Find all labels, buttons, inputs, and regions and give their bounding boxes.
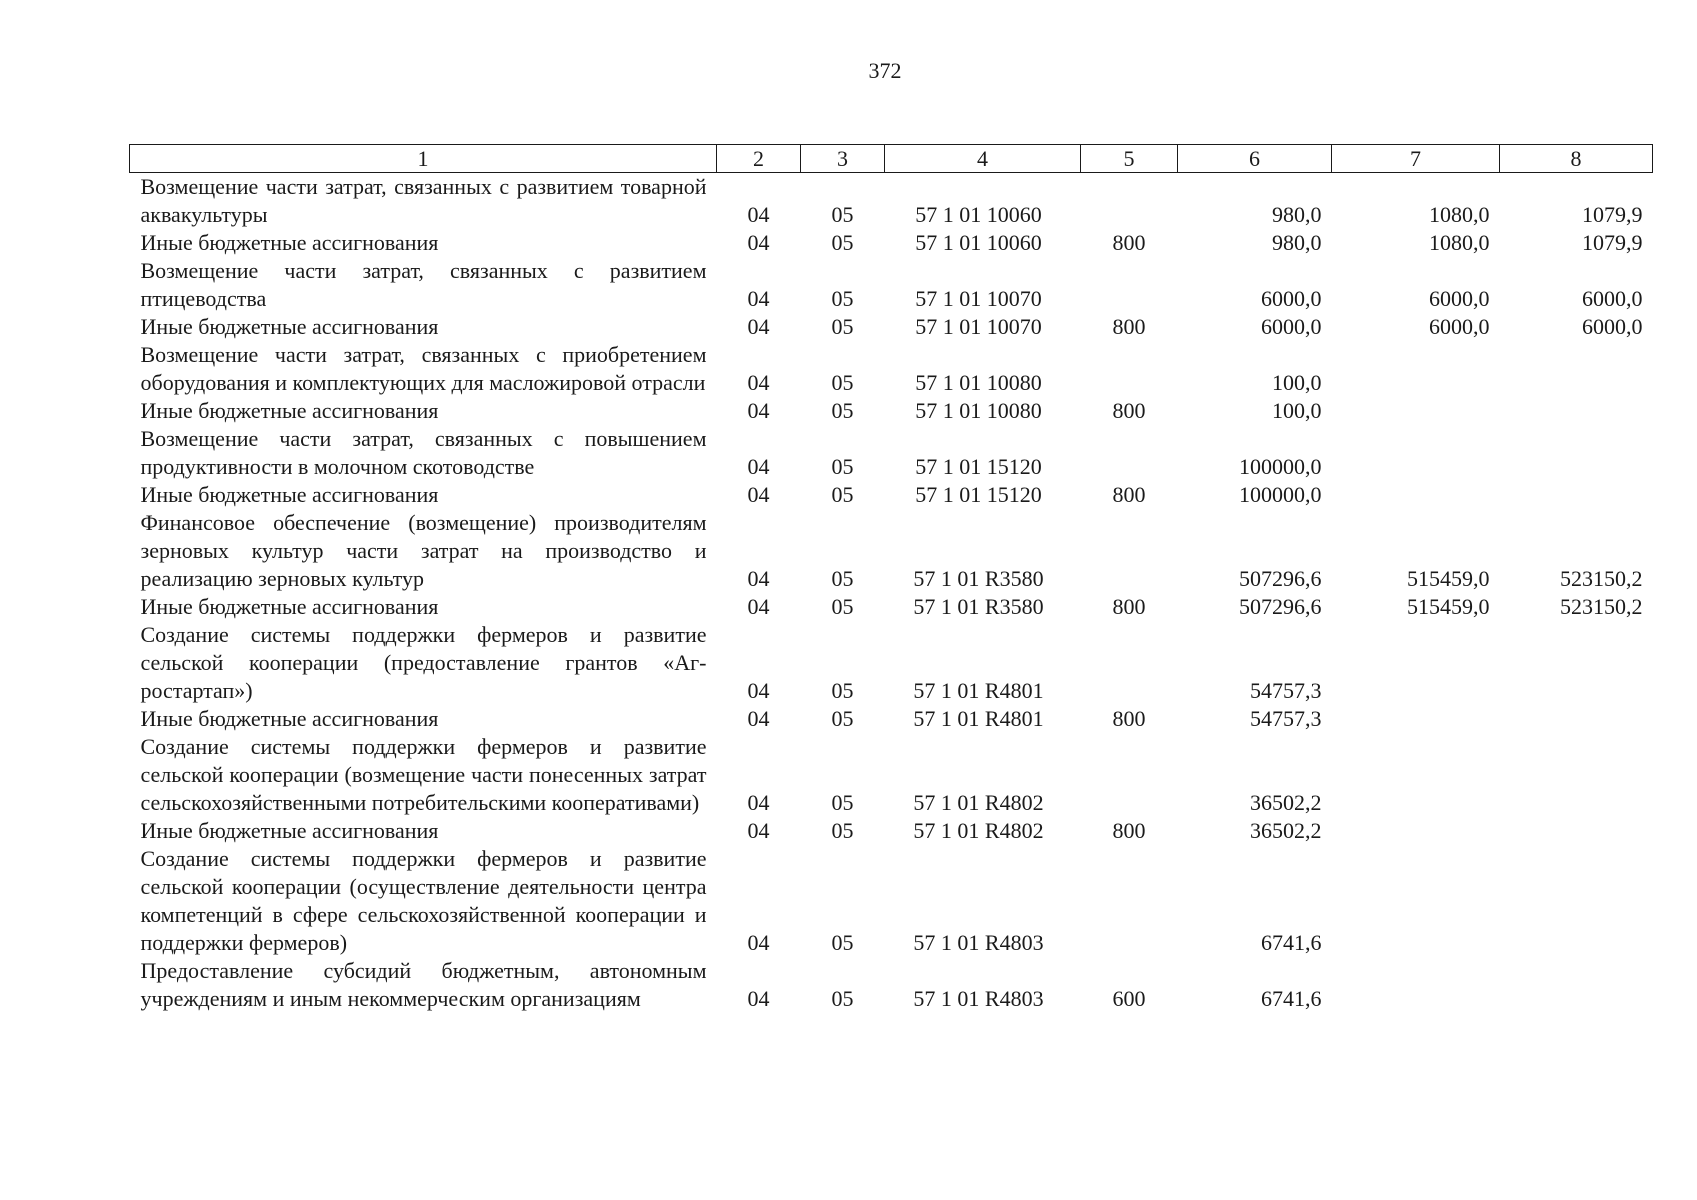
header-col-3: 3	[801, 145, 885, 173]
amount-col-8	[1500, 425, 1653, 481]
expense-type-code: 800	[1112, 482, 1146, 507]
subsection-code: 05	[831, 566, 854, 591]
item-name: Возмещение части затрат, связанных с повышением продуктивности в молочном скотоводстве	[140, 426, 707, 479]
expense-type-code	[1081, 733, 1178, 817]
amount-col-7: 6000,0	[1429, 314, 1490, 339]
amount-col-7	[1332, 621, 1500, 705]
expense-type-code: 800	[1112, 818, 1146, 843]
section-code: 04	[747, 314, 770, 339]
item-name: Иные бюджетные ассигнования	[140, 314, 439, 339]
table-row	[130, 173, 1653, 230]
subsection-code: 05	[831, 482, 854, 507]
target-article-code: 57 1 01 R4801	[913, 678, 1044, 703]
item-name: Иные бюджетные ассигнования	[140, 398, 439, 423]
table-row	[130, 957, 1653, 1013]
subsection-code: 05	[831, 230, 854, 255]
target-article-code: 57 1 01 15120	[915, 482, 1042, 507]
target-article-code: 57 1 01 R4803	[913, 930, 1044, 955]
amount-col-6: 507296,6	[1239, 594, 1322, 619]
table-row	[130, 733, 1653, 817]
header-col-6: 6	[1178, 145, 1332, 173]
amount-col-6: 36502,2	[1250, 790, 1322, 815]
item-name: Создание системы поддержки фермеров и развитие сельской кооперации (осуществление деятельности центра компетенций в сфере сельскохозяйственной кооперации и поддержки фермеров)	[140, 846, 707, 955]
amount-col-6: 6741,6	[1261, 986, 1322, 1011]
item-name: Возмещение части затрат, связанных с развитием товарной аквакультуры	[140, 174, 707, 227]
amount-col-7: 515459,0	[1407, 566, 1490, 591]
amount-col-8	[1500, 705, 1653, 733]
table-row	[130, 341, 1653, 397]
amount-col-8	[1500, 621, 1653, 705]
amount-col-8: 1079,9	[1582, 230, 1643, 255]
budget-table	[129, 144, 1653, 1013]
amount-col-6: 980,0	[1272, 202, 1322, 227]
amount-col-8: 6000,0	[1582, 286, 1643, 311]
amount-col-6: 507296,6	[1239, 566, 1322, 591]
amount-col-7	[1332, 705, 1500, 733]
section-code: 04	[747, 370, 770, 395]
amount-col-8	[1500, 397, 1653, 425]
item-name: Иные бюджетные ассигнования	[140, 818, 439, 843]
amount-col-8	[1500, 481, 1653, 509]
target-article-code: 57 1 01 15120	[915, 454, 1042, 479]
target-article-code: 57 1 01 10060	[915, 230, 1042, 255]
section-code: 04	[747, 202, 770, 227]
amount-col-6: 6741,6	[1261, 930, 1322, 955]
amount-col-8: 6000,0	[1582, 314, 1643, 339]
subsection-code: 05	[831, 370, 854, 395]
header-col-4: 4	[885, 145, 1081, 173]
expense-type-code	[1081, 341, 1178, 397]
amount-col-8	[1500, 817, 1653, 845]
section-code: 04	[747, 790, 770, 815]
expense-type-code	[1081, 173, 1178, 230]
table-row	[130, 313, 1653, 341]
subsection-code: 05	[831, 398, 854, 423]
expense-type-code	[1081, 621, 1178, 705]
target-article-code: 57 1 01 R4802	[913, 818, 1044, 843]
amount-col-8: 523150,2	[1560, 594, 1643, 619]
section-code: 04	[747, 286, 770, 311]
amount-col-8	[1500, 341, 1653, 397]
target-article-code: 57 1 01 R3580	[913, 566, 1044, 591]
amount-col-7	[1332, 957, 1500, 1013]
target-article-code: 57 1 01 10080	[915, 370, 1042, 395]
subsection-code: 05	[831, 790, 854, 815]
header-col-8: 8	[1500, 145, 1653, 173]
item-name: Иные бюджетные ассигнования	[140, 230, 439, 255]
expense-type-code: 600	[1112, 986, 1146, 1011]
amount-col-8	[1500, 957, 1653, 1013]
target-article-code: 57 1 01 10070	[915, 286, 1042, 311]
amount-col-7	[1332, 845, 1500, 957]
subsection-code: 05	[831, 202, 854, 227]
table-row	[130, 481, 1653, 509]
amount-col-6: 6000,0	[1261, 314, 1322, 339]
target-article-code: 57 1 01 R3580	[913, 594, 1044, 619]
table-row	[130, 509, 1653, 593]
table-row	[130, 845, 1653, 957]
expense-type-code: 800	[1112, 398, 1146, 423]
target-article-code: 57 1 01 R4803	[913, 986, 1044, 1011]
section-code: 04	[747, 986, 770, 1011]
section-code: 04	[747, 230, 770, 255]
table-row	[130, 817, 1653, 845]
expense-type-code	[1081, 845, 1178, 957]
target-article-code: 57 1 01 R4802	[913, 790, 1044, 815]
amount-col-8	[1500, 733, 1653, 817]
section-code: 04	[747, 482, 770, 507]
target-article-code: 57 1 01 10060	[915, 202, 1042, 227]
item-name: Финансовое обеспечение (возмещение) производителям зерновых культур части затрат на производство и реализацию зерновых культур	[140, 510, 707, 591]
amount-col-6: 54757,3	[1250, 706, 1322, 731]
expense-type-code: 800	[1112, 314, 1146, 339]
section-code: 04	[747, 454, 770, 479]
amount-col-7	[1332, 733, 1500, 817]
header-col-2: 2	[717, 145, 801, 173]
subsection-code: 05	[831, 986, 854, 1011]
header-col-7: 7	[1332, 145, 1500, 173]
amount-col-7: 1080,0	[1429, 230, 1490, 255]
amount-col-7: 515459,0	[1407, 594, 1490, 619]
header-row	[130, 145, 1653, 173]
section-code: 04	[747, 678, 770, 703]
amount-col-7: 1080,0	[1429, 202, 1490, 227]
expense-type-code	[1081, 425, 1178, 481]
section-code: 04	[747, 706, 770, 731]
amount-col-6: 54757,3	[1250, 678, 1322, 703]
amount-col-7	[1332, 425, 1500, 481]
amount-col-6: 36502,2	[1250, 818, 1322, 843]
section-code: 04	[747, 930, 770, 955]
subsection-code: 05	[831, 454, 854, 479]
item-name: Предоставление субсидий бюджетным, автономным учреждениям и иным некоммерческим организациям	[140, 958, 707, 1011]
amount-col-6: 980,0	[1272, 230, 1322, 255]
header-col-5: 5	[1081, 145, 1178, 173]
amount-col-8: 1079,9	[1582, 202, 1643, 227]
amount-col-8: 523150,2	[1560, 566, 1643, 591]
table-row	[130, 397, 1653, 425]
section-code: 04	[747, 818, 770, 843]
subsection-code: 05	[831, 930, 854, 955]
item-name: Иные бюджетные ассигнования	[140, 482, 439, 507]
table-row	[130, 425, 1653, 481]
table-row	[130, 257, 1653, 313]
page-number: 372	[868, 58, 902, 83]
subsection-code: 05	[831, 314, 854, 339]
table-row	[130, 593, 1653, 621]
amount-col-7	[1332, 397, 1500, 425]
amount-col-6: 100000,0	[1239, 454, 1322, 479]
table-row	[130, 621, 1653, 705]
amount-col-7: 6000,0	[1429, 286, 1490, 311]
expense-type-code	[1081, 509, 1178, 593]
item-name: Создание системы поддержки фермеров и развитие сельской кооперации (предоставление грантов «Агростартап»)	[140, 622, 707, 703]
section-code: 04	[747, 566, 770, 591]
item-name: Возмещение части затрат, связанных с развитием птицеводства	[140, 258, 707, 311]
amount-col-6: 100,0	[1272, 398, 1322, 423]
expense-type-code: 800	[1112, 594, 1146, 619]
target-article-code: 57 1 01 10070	[915, 314, 1042, 339]
item-name: Иные бюджетные ассигнования	[140, 706, 439, 731]
amount-col-7	[1332, 817, 1500, 845]
amount-col-6: 100000,0	[1239, 482, 1322, 507]
table-row	[130, 705, 1653, 733]
amount-col-7	[1332, 341, 1500, 397]
header-col-1: 1	[130, 145, 717, 173]
amount-col-8	[1500, 845, 1653, 957]
section-code: 04	[747, 398, 770, 423]
expense-type-code: 800	[1112, 706, 1146, 731]
amount-col-6: 6000,0	[1261, 286, 1322, 311]
item-name: Возмещение части затрат, связанных с приобретением оборудования и комплектующих для масложировой отрасли	[140, 342, 707, 395]
expense-type-code: 800	[1112, 230, 1146, 255]
table-body	[130, 173, 1653, 1014]
section-code: 04	[747, 594, 770, 619]
subsection-code: 05	[831, 594, 854, 619]
expense-type-code	[1081, 257, 1178, 313]
item-name: Создание системы поддержки фермеров и развитие сельской кооперации (возмещение части понесенных затрат сельскохозяйственными потребительскими кооперативами)	[140, 734, 707, 815]
amount-col-6: 100,0	[1272, 370, 1322, 395]
subsection-code: 05	[831, 678, 854, 703]
target-article-code: 57 1 01 10080	[915, 398, 1042, 423]
subsection-code: 05	[831, 286, 854, 311]
table-header	[130, 145, 1653, 173]
target-article-code: 57 1 01 R4801	[913, 706, 1044, 731]
subsection-code: 05	[831, 706, 854, 731]
item-name: Иные бюджетные ассигнования	[140, 594, 439, 619]
amount-col-7	[1332, 481, 1500, 509]
subsection-code: 05	[831, 818, 854, 843]
table-row	[130, 229, 1653, 257]
